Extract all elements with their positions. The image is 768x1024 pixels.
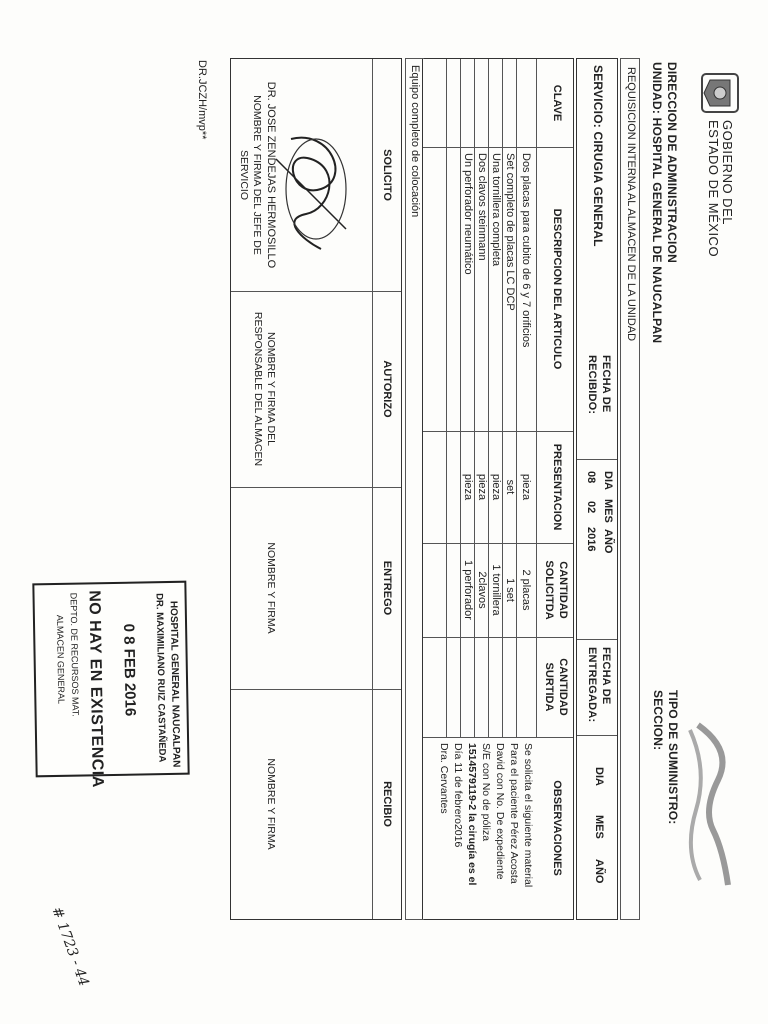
requisition-title: REQUISICION INTERNA AL ALMACEN DE LA UNIDAD: [625, 67, 637, 342]
obs-line-5: 1514579119-2 la cirugía es el: [466, 743, 478, 886]
handwritten-signature: [271, 119, 361, 259]
row-4-descripcion: Dos clavos steinmann: [476, 153, 488, 261]
obs-line-7: Dra. Cervantes: [438, 743, 450, 814]
items-table: [422, 58, 574, 920]
obs-line-4: S/E con No de póliza: [480, 743, 492, 842]
stamp-doctor: DR. MAXIMILIANO RUIZ CASTAÑEDA: [153, 593, 168, 763]
fecha-entregada-label: FECHA DE ENTREGADA:: [586, 647, 612, 723]
obs-line-2: Para el paciente Pérez Acosta: [508, 743, 520, 884]
entrego-header: ENTREGO: [381, 560, 393, 616]
fecha-mes: 02: [585, 501, 597, 514]
title-bar: [620, 58, 640, 920]
row-2-descripcion: Set completo de placas LC DCP: [504, 153, 516, 311]
solicito-header: SOLICITO: [381, 149, 393, 201]
entrega-mes-label: MES: [593, 815, 605, 839]
row-5-presentacion: pieza: [462, 473, 474, 501]
col-descripcion: DESCRIPCION DEL ARTICULO: [551, 208, 563, 370]
row-5-descripcion: Un perforador neumático: [462, 153, 474, 275]
dia-label: DIA: [602, 471, 614, 490]
stamp-hospital: HOSPITAL GENERAL NAUCALPAN: [167, 600, 182, 768]
scribbled-logo: [683, 720, 738, 890]
equipo-row: [405, 58, 424, 920]
servicio-row: [576, 58, 618, 920]
col-clave: CLAVE: [551, 84, 563, 122]
col-observaciones: OBSERVACIONES: [551, 780, 563, 876]
observaciones-text: [437, 743, 535, 915]
seccion-label: SECCION:: [651, 690, 665, 751]
signature-table: [230, 58, 402, 920]
obs-line-3: David con No. De expediente: [494, 743, 506, 880]
handwritten-number: # 1723 - 44: [48, 904, 92, 989]
warehouse-stamp: [32, 581, 189, 789]
row-2-presentacion: set: [504, 479, 516, 495]
col-cantidad-surtida: CANTIDAD SURTIDA: [543, 658, 569, 716]
government-line-1: GOBIERNO DEL: [720, 120, 735, 225]
unidad-label: UNIDAD: HOSPITAL GENERAL DE NAUCALPAN: [650, 62, 664, 344]
servicio-label: SERVICIO: CIRUGIA GENERAL: [591, 65, 605, 247]
autorizo-caption-1: NOMBRE Y FIRMA DEL: [265, 332, 277, 446]
row-3-descripcion: Una tornillera completa: [490, 153, 502, 267]
obs-line-1: Se solicita el siguiente material: [522, 743, 534, 888]
col-cantidad-solicitada: CANTIDAD SOLICITDA: [543, 560, 569, 620]
row-2-cantidad: 1 set: [504, 578, 516, 602]
government-name: [706, 120, 734, 257]
anio-label: AÑO: [602, 529, 614, 554]
state-seal-icon: [696, 70, 744, 116]
autorizo-caption: [251, 291, 277, 487]
row-4-cantidad: 2clavos: [476, 571, 488, 609]
mes-label: MES: [602, 499, 614, 523]
row-5-cantidad: 1 perforador: [462, 560, 474, 620]
entrega-anio-label: AÑO: [593, 859, 605, 884]
entrega-dia-label: DIA: [593, 767, 605, 786]
recibio-header: RECIBIO: [381, 781, 393, 827]
row-3-presentacion: pieza: [490, 473, 502, 501]
row-1-descripcion: Dos placas para cubito de 6 y 7 orificios: [520, 153, 532, 348]
obs-line-6: Día 11 de febrero2016: [452, 743, 464, 848]
solicito-caption-2: SERVICIO: [238, 150, 250, 200]
direccion-label: DIRECCION DE ADMINISTRACION: [665, 62, 679, 263]
government-line-2: ESTADO DE MÉXICO: [706, 120, 721, 258]
tipo-suministro-label: TIPO DE SUMINISTRO:: [666, 690, 680, 825]
entrego-caption: NOMBRE Y FIRMA: [265, 542, 277, 634]
autorizo-header: AUTORIZO: [381, 360, 393, 418]
solicito-caption-1: NOMBRE Y FIRMA DEL JEFE DE: [251, 95, 263, 255]
solicito-caption: [237, 59, 263, 291]
row-1-cantidad: 2 placas: [520, 569, 532, 611]
fecha-anio: 2016: [585, 527, 597, 552]
row-1-presentacion: pieza: [520, 473, 532, 501]
fecha-recibido-label: FECHA DE RECIBIDO:: [586, 355, 612, 415]
stamp-depto: DEPTO. DE RECURSOS MAT.: [68, 592, 81, 717]
stamp-date: 0 8 FEB 2016: [120, 623, 139, 717]
autorizo-caption-2: RESPONSABLE DEL ALMACEN: [252, 311, 264, 467]
row-4-presentacion: pieza: [476, 473, 488, 501]
stamp-almacen: ALMACEN GENERAL: [54, 614, 67, 704]
footer-initials: DR.JCZH/mvp**: [196, 60, 208, 140]
col-presentacion: PRESENTACION: [551, 443, 563, 531]
equipo-text: Equipo completo de colocación: [409, 65, 421, 218]
row-3-cantidad: 1 tornillera: [490, 564, 502, 616]
recibio-caption: NOMBRE Y FIRMA: [265, 758, 277, 850]
solicito-name: DR. JOSE ZENDEJAS HERMOSILLO: [265, 81, 277, 269]
fecha-dia: 08: [585, 471, 597, 484]
stamp-no-hay: NO HAY EN EXISTENCIA: [85, 590, 106, 789]
